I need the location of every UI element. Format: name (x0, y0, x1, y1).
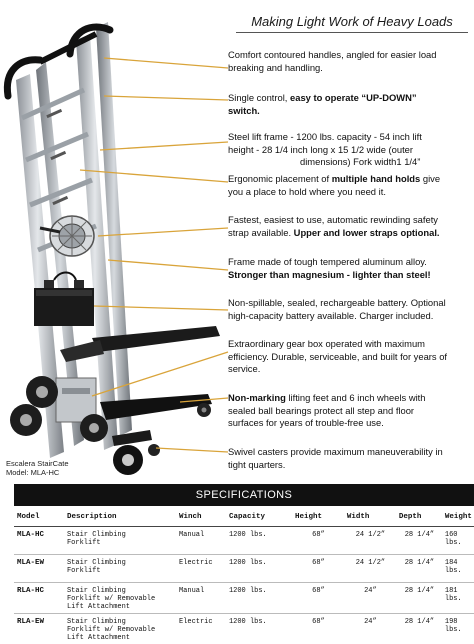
feature-holds-line-2: you a place to hold where you need it. (228, 185, 386, 197)
cell-width: 24” (344, 614, 396, 644)
feature-frame-line-1: Steel lift frame - 1200 lbs. capacity - 54 inch lift (228, 131, 422, 142)
col-header-model: Model (14, 506, 64, 527)
specifications-title: SPECIFICATIONS (14, 484, 474, 506)
feature-handles-line-2: breaking and handling. (228, 61, 323, 73)
cell-model: RLA-HC (14, 583, 64, 614)
cell-height: 68” (292, 555, 344, 583)
feature-handles-line-1: Comfort contoured handles, angled for easier load (228, 49, 437, 60)
cell-description-line: Stair Climbing (66, 531, 126, 539)
cell-winch: Electric (176, 614, 226, 644)
feature-holds-post: give (420, 173, 441, 184)
feature-feet-line-3: surfaces for years of trouble-free use. (228, 417, 384, 429)
cell-width: 24 1/2” (344, 555, 396, 583)
cell-height: 68” (292, 527, 344, 555)
cell-winch: Manual (176, 583, 226, 614)
lifting-foot (100, 394, 212, 420)
feature-strap-bold: Upper and lower straps optional. (293, 226, 440, 238)
feature-lifting-feet (228, 392, 472, 430)
feature-handles (228, 49, 472, 74)
feature-feet-bold: Non-marking (228, 392, 286, 403)
cell-width: 24” (344, 583, 396, 614)
cell-description-line: Stair Climbing (66, 559, 126, 567)
feature-battery-line-1: Non-spillable, sealed, rechargeable battery. Optional (228, 297, 446, 308)
product-caption-line-2: Model: MLA-HC (6, 468, 60, 477)
cell-model: MLA-EW (14, 555, 64, 583)
cell-weight: 198 lbs. (442, 614, 474, 644)
cell-model: MLA-HC (14, 527, 64, 555)
cell-winch: Manual (176, 527, 226, 555)
specifications-section (14, 484, 474, 644)
feature-strap-text: strap available. (228, 226, 294, 238)
table-row (14, 583, 474, 614)
feature-holds-bold: multiple hand holds (331, 173, 421, 184)
cell-description-line: Forklift w/ Removable (66, 595, 156, 603)
feature-feet-text: lifting feet and 6 inch wheels with (285, 392, 426, 403)
feature-battery-line-2: high-capacity battery available. Charger included. (228, 309, 434, 321)
cell-depth: 28 1/4” (396, 583, 442, 614)
feature-aluminum-bold: Stronger than magnesium - lighter than steel! (228, 268, 431, 280)
feature-control-bold: easy to operate “UP-DOWN” (290, 92, 417, 103)
feature-hand-holds (228, 173, 472, 198)
feature-aluminum-line-1: Frame made of tough tempered aluminum alloy. (228, 256, 427, 267)
feature-control-bold-line-2: switch. (228, 104, 260, 116)
cell-weight: 181 lbs. (442, 583, 474, 614)
cell-capacity: 1200 lbs. (226, 614, 292, 644)
cell-weight: 160 lbs. (442, 527, 474, 555)
feature-gear-line-2: efficiency. Durable, serviceable, and built for years of (228, 350, 448, 362)
feature-feet-line-2: sealed ball bearings protect all step and floor (228, 404, 415, 416)
cell-description (64, 614, 176, 644)
cell-height: 68” (292, 583, 344, 614)
col-header-depth: Depth (396, 506, 442, 527)
feature-control-text: Single control, (228, 92, 291, 103)
feature-gear-line-3: service. (228, 363, 261, 375)
cell-description-line: Forklift (66, 539, 101, 547)
cell-description (64, 583, 176, 614)
feature-frame-line-3: dimensions) Fork width1 1/4” (300, 156, 421, 168)
col-header-weight: Weight (442, 506, 474, 527)
feature-aluminum-frame (228, 256, 472, 281)
cell-capacity: 1200 lbs. (226, 527, 292, 555)
cell-description-line: Lift Attachment (66, 634, 130, 642)
col-header-height: Height (292, 506, 344, 527)
cell-description-line: Lift Attachment (66, 603, 130, 611)
feature-casters-line-2: tight quarters. (228, 458, 286, 470)
cell-depth: 28 1/4” (396, 614, 442, 644)
col-header-width: Width (344, 506, 396, 527)
cell-description (64, 527, 176, 555)
cell-capacity: 1200 lbs. (226, 555, 292, 583)
feature-battery (228, 297, 472, 322)
table-row (14, 527, 474, 555)
feature-frame-line-2: height - 28 1/4 inch long x 15 1/2 wide (outer (228, 143, 414, 155)
col-header-capacity: Capacity (226, 506, 292, 527)
headline: Making Light Work of Heavy Loads (236, 14, 468, 33)
feature-strap-line-1: Fastest, easiest to use, automatic rewinding safety (228, 214, 438, 225)
product-caption (6, 459, 126, 477)
cell-depth: 28 1/4” (396, 555, 442, 583)
feature-gear-line-1: Extraordinary gear box operated with maximum (228, 338, 425, 349)
feature-swivel-casters (228, 446, 472, 471)
cell-width: 24 1/2” (344, 527, 396, 555)
table-row (14, 614, 474, 644)
table-row (14, 555, 474, 583)
col-header-description: Description (64, 506, 176, 527)
product-caption-line-1: Escalera StairCate (6, 459, 69, 468)
cell-description-line: Forklift w/ Removable (66, 626, 156, 634)
cell-winch: Electric (176, 555, 226, 583)
cell-capacity: 1200 lbs. (226, 583, 292, 614)
cell-height: 68” (292, 614, 344, 644)
feature-gear-box (228, 338, 472, 376)
cell-weight: 184 lbs. (442, 555, 474, 583)
headline-block (236, 14, 468, 33)
feature-steel-frame (228, 131, 472, 169)
specifications-table (14, 506, 474, 644)
feature-safety-strap (228, 214, 472, 239)
feature-holds-text: Ergonomic placement of (228, 173, 332, 184)
cell-model: RLA-EW (14, 614, 64, 644)
table-header-row (14, 506, 474, 527)
winch-drum (40, 216, 94, 256)
feature-casters-line-1: Swivel casters provide maximum maneuverability in (228, 446, 443, 457)
lift-platform (92, 326, 220, 352)
cell-description (64, 555, 176, 583)
col-header-winch: Winch (176, 506, 226, 527)
cell-depth: 28 1/4” (396, 527, 442, 555)
feature-single-control (228, 92, 472, 117)
cell-description-line: Stair Climbing (66, 587, 126, 595)
cell-description-line: Stair Climbing (66, 618, 126, 626)
product-illustration (0, 0, 226, 480)
cell-description-line: Forklift (66, 567, 101, 575)
